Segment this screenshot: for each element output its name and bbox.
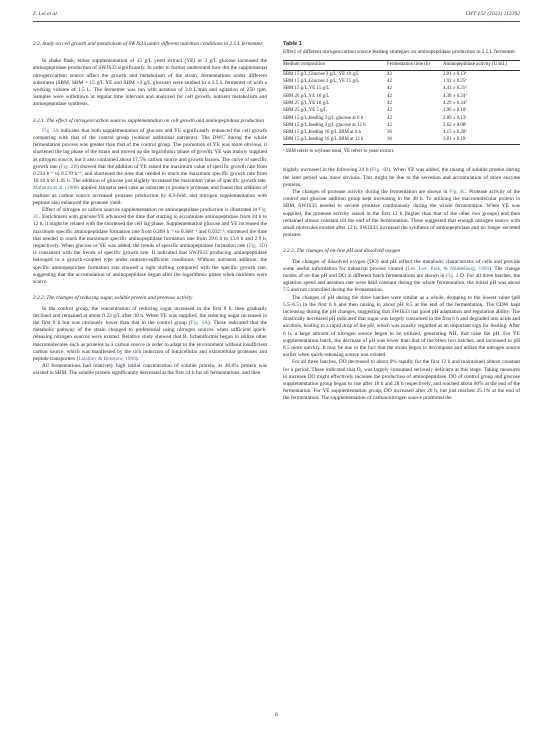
left-column [33,41,267,378]
paragraph: The changes of protease activity during the fermentation are shown in Fig. 4C. Protease activity of the control and glucose addition group kept increasing in the 48 h. To utilizing the macromolecular protein in SBM, SWJS33 needed to secrete protease continuously during the whole fermentation. When YE was supplied, the protease activity raised in the first 12 h (higher than that of the other two groups) and then remained almost constant till the end of the fermentation. These suggested that enough nitrogen source with small molecules existed after 12 h, SWJS33 increased the synthesis of aminopeptidase and no longer secreted protease. [283,188,520,239]
subsection-heading: 3.2.1. The effect of nitrogen/carbon sources supplementation on cell growth and aminopeptidase production [33,117,264,124]
figure-link[interactable]: Fig. 2B [60,163,77,170]
paragraph: All fermentations had relatively high initial concentration of soluble protein, as 46.6% protein was existed in SBM. The soluble protein significantly decreased at the first 24 h for all fermentations, and then [33,363,267,377]
table-row: SBM 15 g/L,feeding 3 g/L glucose at 6 h 42 2.89 ± 0.13ᵉ [283,115,467,121]
right-column [283,41,520,403]
table-title: Table 1 [283,41,302,47]
subsection-heading: 3.2.2. The changes of reducing sugar, soluble protein and protease activity [33,295,193,302]
paragraph: Effect of nitrogen or carbon sources supplementation on aminopeptidase production is illustrated in Fig. 3C. Enrichment with glucose/YE advanced the time that starting to accumulate aminopeptidase from 24 h to 12 h, it might be related with the shortened the cell lag phase. Supplementation glucose and YE increased the maximum specific aminopeptidase formation rate from 0.269 h⁻¹ to 0.368⁻¹ and 0.932⁻¹, shortened the time that needed to reach the maximum specific aminopeptidase formation rate from 29.6 h to 13.6 h and 2.9 h, respectively. When glucose or YE was added, the trends of specific aminopeptidase formation rate (Fig. 3D) is consistent with the trends of specific growth rate. It indicated that SWJS33 producing aminopeptidase belonged to a growth-coupled type under nutrient-sufficient conditions. Without nutrients addition, the specific aminopeptidase formation rate showed a right shifting compared with the specific growth rate, suggesting that the accumulation of aminopeptidase began after the logarithmic phase when nutrients were scarce. [33,207,268,286]
figure-link[interactable]: Fig. 4A [190,319,209,326]
table-row: SBM 15 g/L,Glucose 3 g/L, YE 10 g/L 42 2.01 ± 0.13ᵉ [283,71,467,77]
paragraph: slightly increased in the following 24 h (Fig. 4B). When YE was added, the raising of soluble protein during the later period was more obvious. This might be due to the secretion and accumulation of more enzyme proteins. [283,167,520,188]
paragraph: In the control group, the concentration of reducing sugar increased in the first 8 h, then gradually declined and remained at about 0.23 g/L after 30 h. When YE was supplied, the reducing sugar increased in the first 6 h but was obviously lower than that in the control group (Fig. 4A). These indicated that the metabolic pathway of the strain changed to preferential using nitrogen sources when sufficient quick-releasing nitrogen sources were existed. Relative study showed that B. licheniformis begun to utilize other macromolecules such as proteins as a carbon source in order to adapt to the environment without insufficient carbon source, which was manifested by the rich induction of intracellular and extracellular proteases and peptide transporters (Laishley & Bernlohr, 1968). [33,305,267,362]
column-header: Medium composition [283,62,325,68]
column-header: Fermentation time (h) [387,62,430,68]
table-footnote: ᵃ SBM refers to soybean meal, YE refers to yeast extract. [283,149,395,155]
header-rule [33,21,520,22]
paragraph: Fig. 3A indicates that both supplementation of glucose and YE significantly enhanced the cell growth comparing with that of the control group (without additional nutrients). The DWC during the whole fermentation process was greater than that of the control group. The promotion of YE was more obvious, it shortened the lag phase of the strain and moved up the logarithmic phase of growth. YE was mainly supplied as nitrogen source, but it also contained about 17.5% carbon source and growth factors. The curve of specific growth rate (Fig. 2B) showed that the addition of YE raised the maximum value of specific growth rate from 0.234 h⁻¹ to 0.570 h⁻¹, and shortened the time that needed to reach the maximum specific growth rate from 10.18 h to 1.45 h. The addition of glucose just slightly increased the maximum value of specific growth rate. Mahanta et al. (2008) applied Jatropha seed cake as substrate to produce protease, and found that addition of maltose as carbon source increased protease production by 6.3-fold, and nitrogen supplementation with peptone also enhanced the protease yield. [33,127,268,206]
table-row: SBM 15 g/L,feeding 10 g/L SBM at 12 h 36 3.81 ± 0.10ᶜ [283,137,520,145]
paragraph: For all three batches, DO decreased to about 0% rapidly for the first 12 h and maintained almost constant for a period. These indicated that O₂ was largely consumed seriously deficient at this stage. Taking measures to increase DO might effectively increase the production of aminopeptidase. DO of control group and glucose supplementation group began to rise after 18 h and 28 h respectively, and reached about 80% at the end of the fermentation. For YE supplementation group, DO increased after 26 h, but just reached 25.1% at the end of the fermentation. The supplementation of carbon/nitrogen source promoted the [283,359,520,402]
table-caption: Effect of different nitrogen/carbon source feeding strategies on aminopeptidase production in 2.5 L fermenter. [283,49,516,56]
citation-link[interactable]: Laishley & Bernlohr, 1968 [78,355,136,362]
column-header: Aminopeptidase activity (U/mL) [443,62,508,68]
table-row: SBM 15 g/L,YE 15 g/L 42 4.41 ± 0.21ᵈ [283,86,467,92]
figure-link[interactable]: Fig. 3C [33,207,267,221]
citation-link[interactable]: Lee, Lee, Park, & Middelberg, 1999 [407,265,490,272]
figure-link[interactable]: Fig. 3A [42,127,59,134]
table-row: SBM 20 g/L,YE 10 g/L 42 4.38 ± 0.24ᵈ [283,93,467,99]
figure-link[interactable]: Fig. 4B [372,167,389,174]
figure-link[interactable]: Fig. 3D [248,243,266,250]
paragraph: The changes of pH during the three batches were similar as a whole, dropping to the lowest value (pH 5.5–6.5) in the first 6 h and then raising to about pH 8.5 at the end of the fermentation. The CDW kept increasing during the pH changes, suggesting that SWJS33 has good pH adaptation and regulation ability. The drastically decreased pH indicated that sugar was largely consumed in the first 6 h and degraded into acids and alcohols, leading to a rapid drop of the pH, which was usually regarded as an important sign for feeding. After 6 h, a large amount of nitrogen source began to be utilized, generating NH₃ that raise the pH. For YE supplementation batch, the decrease of pH was lower than that of the other two batches, and increased to pH 8.5 more quickly. It may be due to the fact that the strain began to decompose and utilize the nitrogen source earlier when quick-releasing source was existed. [283,294,520,359]
paragraph: In shake flask, either supplementation of 15 g/L yeast extract (YE) or 3 g/L glucose increased the aminopeptidase production of SWJS33 significantly. In order to further understand how did the supplemental nitrogen/carbon source affect the growth and metabolism of the strain, fermentations under different substrates (SBM, SBM + 15 g/L YE and SBM +3 g/L glucose) were studied in a 2.5 L fermenter of with a working volume of 1.5 L. The fermenter was run with aeration of 3.0 L/min and agitation of 250 rpm. Samples were withdrawn at regular time intervals and analyzed for cell growth, nutrient metabolism and aminopeptidase synthesis. [33,58,267,108]
paragraph: The changes of dissolved oxygen (DO) and pH reflect the metabolic characteristic of cells and provide some useful information for industrial process control (Lee, Lee, Park, & Middelberg, 1999). The change modes of on-line pH and DO in different batch fermentations are shown in Fig. 4 D. For all three batches, the agitation speed and aeration rate were held constant during the whole fermentation, the initial pH was about 7.5 and not controlled during the fermentation. [283,258,520,294]
table-row: SBM 25 g/L,YE 10 g/L 42 4.29 ± 0.24ᵈ [283,101,467,107]
citation-link[interactable]: Mahanta et al. (2008) [33,185,80,192]
table-row: SBM 25 g/L,YE 5 g/L 42 1.96 ± 0.10ᵉ [283,108,467,114]
results-table [283,60,520,145]
figure-link[interactable]: Fig. 4C [449,188,466,195]
table-header-row [283,61,520,71]
table-row: SBM 15 g/L,Glucose 3 g/L, YE 15 g/L 42 1.92 ± 0.25ᵉ [283,79,467,85]
table-row: SBM 15 g/L,feeding 10 g/L SBM at 6 h 36 4.15 ± 0.20ᵈ [283,130,467,136]
figure-link[interactable]: Fig. 4 [445,272,459,279]
page-number: 6 [275,712,278,718]
section-heading: 3.2. Study on cell growth and metabolism of SWJS33 under different nutrition conditions in 2.5 L fermenter [33,41,263,47]
running-header-journal: LWT 152 (2021) 112392 [465,11,520,17]
table-row: SBM 15 g/L,feeding 3 g/L glucose at 12 h 42 2.62 ± 0.08ᵇ [283,122,467,128]
running-header-authors: F. Lei et al. [33,11,59,17]
subsection-heading: 3.2.3. The changes of on-line pH and dissolved oxygen [283,248,401,255]
